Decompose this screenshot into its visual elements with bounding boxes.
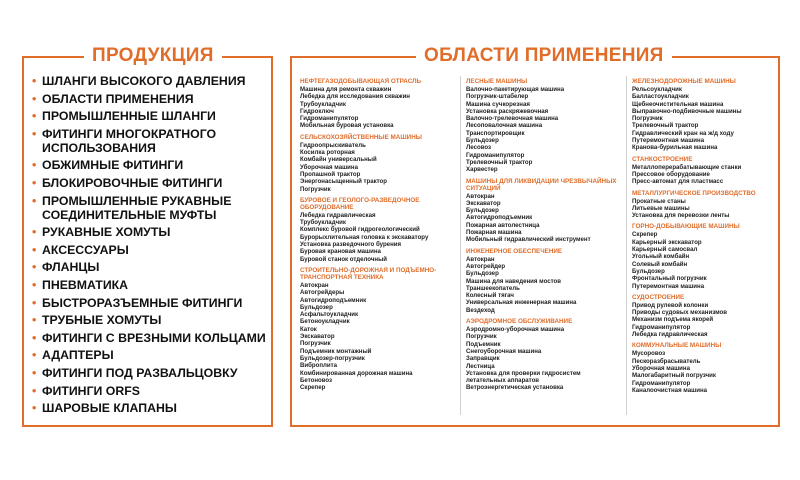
product-item: • ФЛАНЦЫ — [32, 260, 267, 274]
section-title: ЛЕСНЫЕ МАШИНЫ — [466, 78, 528, 85]
section-item: Щебнеочистительная машина — [632, 100, 724, 108]
application-section — [466, 318, 624, 392]
section-item: Пожарная машина — [466, 229, 522, 237]
section-item: Гидроопрыскиватель — [300, 141, 366, 149]
section-item: Заправщик — [466, 355, 500, 363]
section-item: Мобильная буровая установка — [300, 122, 394, 130]
section-item: Гидроманипулятор — [632, 379, 691, 387]
application-section — [300, 134, 458, 193]
section-item: Лесовоз — [466, 144, 492, 152]
section-item: Путеремонтная машина — [632, 137, 705, 145]
section-item: Комплекс буровой гидрогеологический — [300, 226, 420, 234]
section-item: Комбайн универсальный — [300, 156, 377, 164]
section-item: Лесоповалочная машина — [466, 122, 543, 130]
section-item: Выправочно-подбивочные машины — [632, 107, 742, 115]
section-item: Гидравлический кран на ж/д ходу — [632, 129, 734, 137]
application-section — [632, 342, 780, 394]
section-item: Трубоукладчик — [300, 219, 346, 227]
product-item: • ПРОМЫШЛЕННЫЕ ШЛАНГИ — [32, 109, 267, 123]
section-title: АЭРОДРОМНОЕ ОБСЛУЖИВАНИЕ — [466, 318, 573, 326]
section-item: Угольный комбайн — [632, 253, 690, 261]
section-item: Балластоукладчик — [632, 93, 689, 101]
section-item: Солевый комбайн — [632, 260, 688, 268]
applications-panel — [290, 45, 780, 427]
section-item: Асфальтоукладчик — [300, 311, 359, 319]
section-item: Установка для проверки гидросистем — [466, 369, 581, 377]
section-item: Прокатные станы — [632, 197, 686, 205]
section-item: Лестница — [466, 362, 495, 370]
section-item: Автокран — [466, 192, 495, 200]
application-section — [466, 78, 624, 174]
section-item: Погрузчик-штабелер — [466, 93, 529, 101]
section-item: Автогрейдер — [466, 262, 506, 270]
section-item: Вездеход — [466, 306, 495, 314]
section-item: Погрузчик — [466, 333, 497, 341]
section-item: Пожарная автолестница — [466, 221, 540, 229]
section-title: ИНЖЕНЕРНОЕ ОБЕСПЕЧЕНИЕ — [466, 247, 563, 255]
section-title: МАШИНЫ ДЛЯ ЛИКВИДАЦИИ ЧРЕЗВЫЧАЙНЫХ СИТУАЦИЙ — [466, 177, 617, 192]
application-section — [632, 190, 780, 220]
section-item: Машина сучкорезная — [466, 100, 530, 108]
section-item: Карьерный самосвал — [632, 246, 698, 254]
section-item: Каток — [300, 325, 317, 333]
section-title: КОММУНАЛЬНЫЕ МАШИНЫ — [632, 342, 722, 350]
section-item: Пескоразбрасыватель — [632, 357, 701, 365]
applications-column-2 — [466, 78, 624, 396]
application-section — [466, 178, 624, 244]
section-item: Машина для наведения мостов — [466, 277, 562, 285]
section-item: Аэродромно-уборочная машина — [466, 326, 565, 334]
products-panel — [22, 45, 273, 427]
section-item: Пропашной трактор — [300, 170, 361, 178]
section-item: Установка разведочного бурения — [300, 241, 402, 249]
section-item: Фронтальный погрузчик — [632, 275, 707, 283]
section-item: Лебедка для исследования скважин — [300, 93, 410, 101]
section-item: Бетоновоз — [300, 376, 333, 384]
section-item: Карьерный экскаватор — [632, 238, 702, 246]
section-item: Мобильный гидравлический инструмент — [466, 236, 591, 244]
section-item: Погрузчик — [300, 340, 331, 348]
section-item: Автокран — [466, 255, 495, 263]
column-divider — [626, 76, 627, 415]
product-item: • ПРОМЫШЛЕННЫЕ РУКАВНЫЕ СОЕДИНИТЕЛЬНЫЕ МУФТЫ — [32, 194, 267, 222]
section-item: летательных аппаратов — [466, 377, 540, 385]
section-title: ЖЕЛЕЗНОДОРОЖНЫЕ МАШИНЫ — [632, 78, 736, 85]
section-item: Комбинированная дорожная машина — [300, 369, 413, 377]
section-item: Валочно-пакетирующая машина — [466, 86, 565, 93]
section-item: Бульдозер — [300, 303, 333, 311]
section-item: Погрузчик — [300, 185, 331, 193]
section-item: Металлоперерабатывающие станки — [632, 163, 742, 171]
section-item: Кранова-бурильная машина — [632, 144, 718, 152]
application-section — [632, 294, 780, 338]
section-item: Пресс-автомат для пластмасс — [632, 178, 724, 186]
section-item: Установка раскряжевочная — [466, 107, 549, 115]
section-item: Транспортировщик — [466, 129, 525, 137]
section-item: Трубоукладчик — [300, 100, 346, 108]
application-section — [300, 267, 458, 391]
section-item: Каналоочистная машина — [632, 386, 708, 394]
application-section — [300, 78, 458, 130]
section-title: СУДОСТРОЕНИЕ — [632, 293, 685, 301]
section-item: Трелевочный трактор — [632, 122, 699, 130]
product-item: • РУКАВНЫЕ ХОМУТЫ — [32, 225, 267, 239]
section-title: БУРОВОЕ И ГЕОЛОГО-РАЗВЕДОЧНОЕ ОБОРУДОВАНИЕ — [300, 196, 420, 211]
product-item: • ФИТИНГИ С ВРЕЗНЫМИ КОЛЬЦАМИ — [32, 331, 267, 345]
applications-title: ОБЛАСТИ ПРИМЕНЕНИЯ — [416, 44, 672, 68]
section-item: Бурорыхлительная головка к экскаватору — [300, 233, 429, 241]
product-item: • ШАРОВЫЕ КЛАПАНЫ — [32, 401, 267, 415]
section-item: Трелевочный трактор — [466, 158, 533, 166]
section-item: Лебедка гидравлическая — [300, 211, 376, 219]
section-item: Ветроэнергетическая установка — [466, 384, 564, 392]
section-item: Бульдозер — [466, 207, 499, 215]
section-item: Малогабаритный погрузчик — [632, 372, 716, 380]
applications-column-3 — [632, 78, 780, 398]
section-item: Автогидроподъемник — [300, 296, 367, 304]
section-item: Лебедка гидравлическая — [632, 331, 708, 339]
section-item: Рельсоукладчик — [632, 86, 682, 93]
section-title: СЕЛЬСКОХОЗЯЙСТВЕННЫЕ МАШИНЫ — [300, 133, 422, 141]
section-item: Снегоуборочная машина — [466, 347, 542, 355]
section-item: Уборочная машина — [300, 163, 358, 171]
section-item: Уборочная машина — [632, 364, 690, 372]
section-item: Колесный тягач — [466, 292, 514, 300]
product-item: • ОБЖИМНЫЕ ФИТИНГИ — [32, 158, 267, 172]
column-divider — [460, 76, 461, 415]
section-item: Буровой станок отделочный — [300, 255, 388, 263]
product-item: • БЛОКИРОВОЧНЫЕ ФИТИНГИ — [32, 176, 267, 190]
section-item: Траншеекопатель — [466, 284, 520, 292]
product-item: • АДАПТЕРЫ — [32, 348, 267, 362]
section-item: Автогрейдеры — [300, 289, 345, 297]
section-item: Подъемник — [466, 340, 501, 348]
section-item: Бульдозер — [632, 267, 665, 275]
section-title: МЕТАЛЛУРГИЧЕСКОЕ ПРОИЗВОДСТВО — [632, 189, 756, 197]
products-list — [32, 74, 267, 419]
section-item: Гидроманипулятор — [300, 115, 359, 123]
application-section — [300, 197, 458, 263]
section-item: Скрепер — [300, 384, 326, 392]
section-item: Привод рулевой колонки — [632, 301, 709, 309]
section-item: Харвестер — [466, 166, 498, 174]
section-item: Литьевые машины — [632, 204, 690, 212]
section-item: Автокран — [300, 281, 329, 289]
product-item: • БЫСТРОРАЗЪЕМНЫЕ ФИТИНГИ — [32, 296, 267, 310]
section-item: Погрузчик — [632, 115, 663, 123]
section-title: СТАНКОСТРОЕНИЕ — [632, 155, 693, 163]
section-item: Экскаватор — [300, 333, 335, 341]
product-item: • ФИТИНГИ МНОГОКРАТНОГО ИСПОЛЬЗОВАНИЯ — [32, 127, 267, 155]
section-title: ГОРНО-ДОБЫВАЮЩИЕ МАШИНЫ — [632, 223, 740, 231]
section-item: Приводы судовых механизмов — [632, 309, 727, 317]
product-item: • ТРУБНЫЕ ХОМУТЫ — [32, 313, 267, 327]
section-item: Валочно-трелевочная машина — [466, 115, 559, 123]
section-item: Машина для ремонта скважин — [300, 86, 392, 93]
section-item: Бульдозер — [466, 137, 499, 145]
section-item: Мусоровоз — [632, 350, 666, 358]
application-section — [632, 223, 780, 289]
application-section — [632, 156, 780, 186]
applications-column-1 — [300, 78, 458, 395]
section-item: Гидроманипулятор — [466, 151, 525, 159]
section-title: НЕФТЕГАЗОДОБЫВАЮЩАЯ ОТРАСЛЬ — [300, 78, 422, 85]
products-title: ПРОДУКЦИЯ — [84, 44, 222, 68]
section-item: Буровая крановая машина — [300, 248, 381, 256]
application-section — [466, 248, 624, 314]
section-item: Косилка роторная — [300, 149, 355, 157]
section-item: Установка для перевозки ленты — [632, 212, 730, 220]
section-item: Гидроманипулятор — [632, 323, 691, 331]
section-item: Механизм подъема якорей — [632, 316, 714, 324]
section-title: СТРОИТЕЛЬНО-ДОРОЖНАЯ И ПОДЪЕМНО-ТРАНСПОРТНАЯ ТЕХНИКА — [300, 266, 437, 281]
section-item: Автогидроподъемник — [466, 214, 533, 222]
section-item: Скрепер — [632, 231, 658, 239]
section-item: Энергонасыщенный трактор — [300, 178, 387, 186]
product-item: • ФИТИНГИ ORFS — [32, 384, 267, 398]
product-item: • ШЛАНГИ ВЫСОКОГО ДАВЛЕНИЯ — [32, 74, 267, 88]
application-section — [632, 78, 780, 152]
section-item: Универсальная инженерная машина — [466, 299, 577, 307]
product-item: • ПНЕВМАТИКА — [32, 278, 267, 292]
product-item: • ОБЛАСТИ ПРИМЕНЕНИЯ — [32, 92, 267, 106]
section-item: Подъемник монтажный — [300, 347, 372, 355]
section-item: Бульдозер-погрузчик — [300, 354, 365, 362]
section-item: Бетоноукладчик — [300, 318, 350, 326]
section-item: Экскаватор — [466, 199, 501, 207]
section-item: Бульдозер — [466, 270, 499, 278]
section-item: Виброплита — [300, 362, 338, 370]
section-item: Прессовое оборудование — [632, 170, 710, 178]
product-item: • АКСЕССУАРЫ — [32, 243, 267, 257]
section-item: Путеремонтная машина — [632, 282, 705, 290]
section-item: Гидроключ — [300, 107, 334, 115]
product-item: • ФИТИНГИ ПОД РАЗВАЛЬЦОВКУ — [32, 366, 267, 380]
